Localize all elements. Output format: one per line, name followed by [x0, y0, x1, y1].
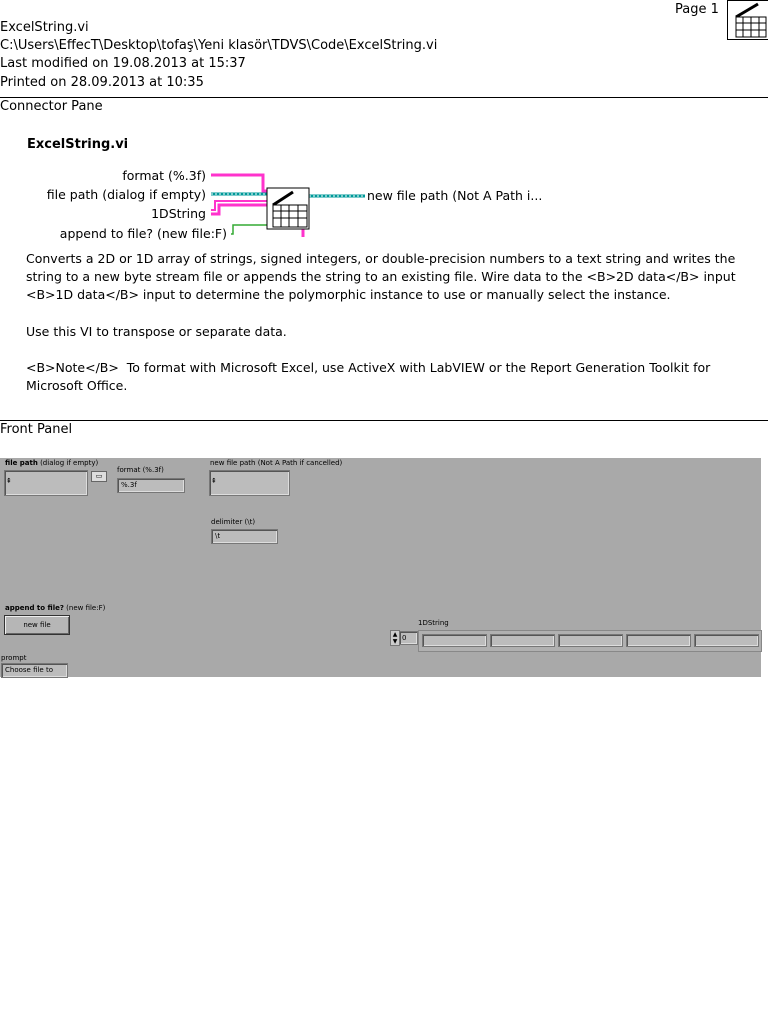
divider [0, 97, 768, 98]
file-path-label: file path (dialog if empty) [5, 459, 99, 467]
delimiter-input[interactable] [211, 529, 278, 544]
array-element[interactable] [694, 634, 759, 647]
prompt-value: Choose file to [5, 666, 53, 674]
array-element[interactable] [422, 634, 487, 647]
vi-path: C:\Users\EffecT\Desktop\tofaş\Yeni klasör\TDVS\Code\ExcelString.vi [0, 38, 438, 53]
printed-on: Printed on 28.09.2013 at 10:35 [0, 75, 204, 90]
append-label: append to file? (new file:F) [5, 604, 106, 612]
connector-vi-title: ExcelString.vi [27, 137, 129, 152]
terminal-append: append to file? (new file:F) [59, 226, 227, 241]
index-stepper[interactable]: ▲ ▼ [390, 630, 400, 646]
terminal-format: format (%.3f) [122, 168, 206, 183]
array-element[interactable] [626, 634, 691, 647]
vi-name: ExcelString.vi [0, 20, 89, 35]
browse-folder-button[interactable]: ▭ [91, 471, 107, 482]
connector-pane-heading: Connector Pane [0, 99, 103, 114]
new-file-button[interactable]: new file [4, 615, 70, 635]
front-panel [0, 458, 761, 677]
vi-description: Converts a 2D or 1D array of strings, signed integers, or double-precision numbers to a text string and writes the string to a new byte stream file or appends the string to an existing file. Wire data to the <B>2D data</B> input <B>1D data</B> input to determine the polymorphic instance to use or manually select the instance. Use this VI to transpose or separate data. <B>Note</B> To format with Microsoft Excel, use ActiveX with LabVIEW or the Report Generation Toolkit for Microsoft Office. [26, 251, 736, 394]
file-path-input[interactable] [4, 470, 88, 496]
path-icon: ⇞ [211, 477, 217, 485]
path-icon: ⇞ [6, 477, 12, 485]
connector-wiring [205, 165, 370, 240]
terminal-file-path: file path (dialog if empty) [46, 187, 206, 202]
onedstring-label: 1DString [418, 619, 449, 627]
new-file-path-label: new file path (Not A Path if cancelled) [210, 459, 343, 467]
last-modified: Last modified on 19.08.2013 at 15:37 [0, 56, 246, 71]
new-file-path-indicator [209, 470, 290, 496]
array-index-value: 0 [402, 634, 407, 642]
array-element[interactable] [490, 634, 555, 647]
terminal-new-file-path: new file path (Not A Path i... [367, 188, 543, 203]
terminal-1dstring: 1DString [151, 206, 206, 221]
prompt-label: prompt [1, 654, 27, 662]
format-label: format (%.3f) [117, 466, 164, 474]
front-panel-heading: Front Panel [0, 422, 73, 437]
onedstring-array [418, 630, 762, 652]
delimiter-value: \t [215, 532, 221, 540]
delimiter-label: delimiter (\t) [211, 518, 256, 526]
array-element[interactable] [558, 634, 623, 647]
format-value: %.3f [121, 481, 137, 489]
vi-icon [727, 0, 768, 40]
divider [0, 420, 768, 421]
page-number: Page 1 [675, 2, 719, 17]
